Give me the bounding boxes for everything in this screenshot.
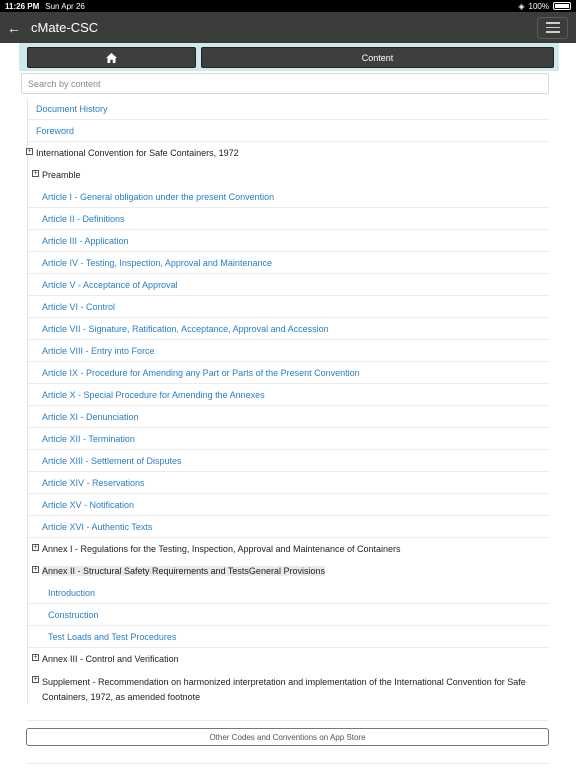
toc-section-item[interactable]: [28, 538, 550, 560]
toc-link-item[interactable]: [28, 340, 550, 362]
navbar: [0, 12, 576, 43]
toc-item-label: Article XI - Denunciation: [42, 411, 139, 422]
toc-item-label: Supplement - Recommendation on harmonized interpretation and implementation of the International Convention for Safe Containers, 1972, as amended footnote: [42, 677, 526, 702]
divider: [26, 763, 549, 764]
toc-link-item[interactable]: [28, 428, 550, 450]
toc-item-label: Article IX - Procedure for Amending any Part or Parts of the Present Convention: [42, 367, 360, 378]
content-button[interactable]: Content: [201, 47, 554, 68]
toc-link-item[interactable]: [28, 274, 550, 296]
toc-item-label: Test Loads and Test Procedures: [48, 631, 177, 642]
toc-link-item[interactable]: [28, 494, 550, 516]
toc-item-label: Article VI - Control: [42, 301, 116, 312]
toc-link-item[interactable]: [28, 186, 550, 208]
expand-plus-icon[interactable]: +: [27, 148, 32, 155]
toc-link-item[interactable]: [28, 604, 550, 626]
hamburger-line: [546, 31, 560, 33]
toc-item-label: Article VII - Signature, Ratification, Acceptance, Approval and Accession: [42, 323, 329, 334]
expand-plus-icon[interactable]: +: [33, 566, 38, 573]
toc-link-item[interactable]: [28, 516, 550, 538]
toc-item-label: Article II - Definitions: [42, 213, 125, 224]
toc-item-label: Introduction: [48, 587, 96, 598]
toc-item-label: Annex III - Control and Verification: [42, 654, 179, 664]
menu-button[interactable]: [537, 17, 568, 39]
toc-item-label: Article XV - Notification: [42, 499, 135, 510]
hamburger-line: [546, 22, 560, 24]
toc-link-item[interactable]: [28, 252, 550, 274]
back-arrow-icon[interactable]: ←: [7, 19, 21, 36]
toc-link-item[interactable]: [28, 98, 550, 120]
battery-icon: [553, 2, 571, 10]
expand-plus-icon[interactable]: +: [33, 170, 38, 177]
status-date: Sun Apr 26: [45, 1, 85, 11]
toc-item-label: Article I - General obligation under the present Convention: [42, 191, 275, 202]
toc-section-item[interactable]: [28, 142, 550, 164]
toc-item-label: Article III - Application: [42, 235, 129, 246]
toc-item-label: Preamble: [42, 170, 81, 180]
toc-section-item[interactable]: [28, 164, 550, 186]
hamburger-line: [546, 27, 560, 29]
content-list: [27, 98, 550, 704]
toc-item-label: Article V - Acceptance of Approval: [42, 279, 178, 290]
status-right: [518, 2, 571, 11]
toc-link-item[interactable]: [28, 318, 550, 340]
toc-item-label: Construction: [48, 609, 99, 620]
toc-link-item[interactable]: [28, 230, 550, 252]
other-codes-button[interactable]: Other Codes and Conventions on App Store: [26, 728, 549, 746]
divider: [26, 720, 549, 721]
toc-link-item[interactable]: [28, 472, 550, 494]
toc-item-label: Article XII - Termination: [42, 433, 135, 444]
toc-section-item[interactable]: [28, 560, 550, 582]
toc-item-label: Article XVI - Authentic Texts: [42, 521, 153, 532]
toc-item-label: Annex II - Structural Safety Requirements and TestsGeneral Provisions: [42, 566, 325, 576]
expand-plus-icon[interactable]: +: [33, 676, 38, 683]
expand-plus-icon[interactable]: +: [33, 544, 38, 551]
toc-link-item[interactable]: [28, 450, 550, 472]
toc-item-label: Article XIII - Settlement of Disputes: [42, 455, 182, 466]
toc-link-item[interactable]: [28, 384, 550, 406]
toc-section-item[interactable]: [28, 648, 550, 670]
toc-link-item[interactable]: [28, 120, 550, 142]
toc-item-label: Foreword: [36, 125, 75, 136]
toc-item-label: Annex I - Regulations for the Testing, Inspection, Approval and Maintenance of Containers: [42, 544, 401, 554]
expand-plus-icon[interactable]: +: [33, 654, 38, 661]
toc-link-item[interactable]: [28, 362, 550, 384]
search-input[interactable]: [21, 73, 549, 94]
toc-item-label: Article IV - Testing, Inspection, Approval and Maintenance: [42, 257, 272, 268]
toc-link-item[interactable]: [28, 208, 550, 230]
home-button[interactable]: [27, 47, 196, 68]
toc-link-item[interactable]: [28, 626, 550, 648]
toc-item-label: Document History: [36, 103, 108, 114]
wifi-icon: ◈: [518, 1, 525, 11]
toc-link-item[interactable]: [28, 296, 550, 318]
toc-link-item[interactable]: [28, 406, 550, 428]
home-icon: [106, 53, 117, 63]
toc-item-label: Article X - Special Procedure for Amending the Annexes: [42, 389, 265, 400]
status-bar: [0, 0, 576, 12]
toc-section-item[interactable]: [28, 670, 550, 704]
toc-item-label: International Convention for Safe Containers, 1972: [36, 148, 239, 158]
toc-link-item[interactable]: [28, 582, 550, 604]
toc-item-label: Article XIV - Reservations: [42, 477, 145, 488]
status-time: 11:26 PM: [5, 1, 40, 11]
toc-item-label: Article VIII - Entry into Force: [42, 345, 155, 356]
status-battery-text: 100%: [528, 1, 549, 11]
app-title: cMate-CSC: [31, 20, 99, 35]
